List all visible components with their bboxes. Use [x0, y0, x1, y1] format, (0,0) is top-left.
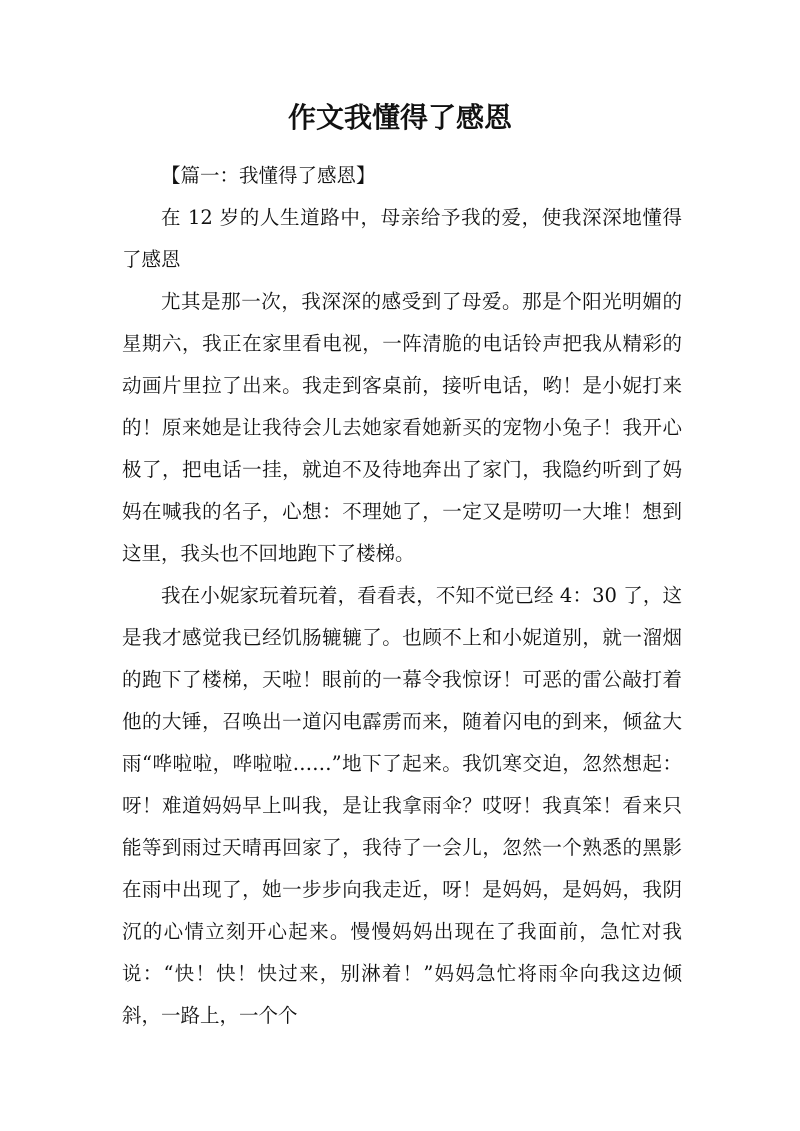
document-body	[122, 155, 682, 1037]
paragraph-2: 尤其是那一次，我深深的感受到了母爱。那是个阳光明媚的星期六，我正在家里看电视，一阵清脆的电话铃声把我从精彩的动画片里拉了出来。我走到客桌前，接听电话，哟！是小妮打来的！原来她是让我待会儿去她家看她新买的宠物小兔子！我开心极了，把电话一挂，就迫不及待地奔出了家门，我隐约听到了妈妈在喊我的名子，心想：不理她了，一定又是唠叨一大堆！想到这里，我头也不回地跑下了楼梯。	[122, 290, 682, 565]
document-title: 作文我懂得了感恩	[287, 101, 512, 134]
section-heading: 【篇一：我懂得了感恩】	[161, 164, 376, 187]
paragraph-1: 在 12 岁的人生道路中，母亲给予我的爱，使我深深地懂得了感恩	[122, 206, 682, 271]
paragraph-3: 我在小妮家玩着玩着，看看表，不知不觉已经 4：30 了，这是我才感觉我已经饥肠辘辘了。也顾不上和小妮道别，就一溜烟的跑下了楼梯，天啦！眼前的一幕令我惊讶！可恶的雷公敲打着他的大锤，召唤出一道闪电霹雳而来，随着闪电的到来，倾盆大雨“哗啦啦，哗啦啦……”地下了起来。我饥寒交迫，忽然想起：呀！难道妈妈早上叫我，是让我拿雨伞？哎呀！我真笨！看来只能等到雨过天晴再回家了，我待了一会儿，忽然一个熟悉的黑影在雨中出现了，她一步步向我走近，呀！是妈妈，是妈妈，我阴沉的心情立刻开心起来。慢慢妈妈出现在了我面前，急忙对我说：“快！快！快过来，别淋着！”妈妈急忙将雨伞向我这边倾斜，一路上，一个个	[122, 584, 682, 1027]
